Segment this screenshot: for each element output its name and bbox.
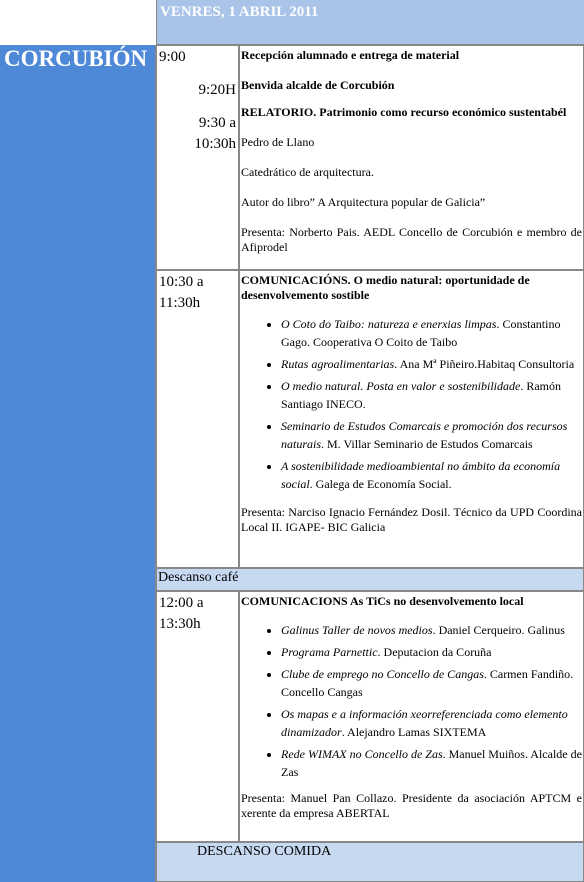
session1-speaker: Pedro de Llano (241, 135, 315, 149)
session1-role: Catedrático de arquitectura. (241, 165, 374, 179)
session1-presenter: Presenta: Norberto Pais. AEDL Concello de Corcubión e membro de Afiprodel (241, 225, 582, 254)
list-item: • Clube de emprego no Concello de Cangas. Carmen Fandiño. Concello Cangas (281, 665, 582, 701)
blank-corner-cell (0, 0, 156, 45)
session1-time-start: 9:00 (159, 49, 186, 65)
session3-time-b: 13:30h (159, 616, 201, 632)
session1-content-cell (239, 45, 584, 270)
list-item: • A sostenibilidade medioambiental no ámbito da economía social. Galega de Economía Social. (281, 457, 582, 493)
session3-list (241, 621, 582, 781)
session2-content-cell (239, 270, 584, 568)
session2-time-b: 11:30h (159, 295, 201, 311)
session1-item-reception: Recepción alumnado e entrega de material (241, 48, 460, 62)
session2-time-cell (156, 270, 239, 568)
session1-time-mid: 9:20H (198, 82, 236, 98)
list-item: • Os mapas e a información xeorreferenciada como elemento dinamizador. Alejandro Lamas SIXTEMA (281, 705, 582, 741)
session3-content-cell (239, 591, 584, 842)
list-item: • O medio natural. Posta en valor e sostenibilidade. Ramón Santiago INECO. (281, 377, 582, 413)
session3-time-cell (156, 591, 239, 842)
list-item: • Programa Parnettic. Deputacion da Coruña (281, 643, 582, 661)
place-cell: CORCUBIÓN (0, 45, 156, 882)
session2-time-a: 10:30 a (159, 274, 204, 290)
date-header: VENRES, 1 ABRIL 2011 (156, 0, 584, 45)
list-item: • Seminario de Estudos Comarcais e promoción dos recursos naturais. M. Villar Seminario de Estudos Comarcais (281, 417, 582, 453)
list-item: • Rutas agroalimentarias. Ana Mª Piñeiro.Habitaq Consultoria (281, 355, 582, 373)
session2-title: COMUNICACIÓNS. O medio natural: oportunidade de desenvolvemento sostible (241, 273, 530, 302)
session1-time-end-a: 9:30 a (198, 115, 236, 131)
session1-time-cell (156, 45, 239, 270)
session1-item-lecture: RELATORIO. Patrimonio como recurso económico sustentabél (241, 105, 567, 119)
session3-title: COMUNICACIONS As TiCs no desenvolvemento local (241, 594, 524, 608)
coffee-break-row: Descanso café (156, 568, 584, 591)
list-item: • O Coto do Taibo: natureza e enerxias limpas. Constantino Gago. Cooperativa O Coito de Taibo (281, 315, 582, 351)
list-item: • Galinus Taller de novos medios. Daniel Cerqueiro. Galinus (281, 621, 582, 639)
session1-author: Autor do libro” A Arquitectura popular de Galicia” (241, 195, 486, 209)
session3-presenter: Presenta: Manuel Pan Collazo. Presidente da asociación APTCM e xerente da empresa ABERTAL (241, 791, 582, 820)
session2-list (241, 315, 582, 493)
session3-time-a: 12:00 a (159, 595, 204, 611)
session1-item-welcome: Benvida alcalde de Corcubión (241, 78, 395, 92)
session2-presenter: Presenta: Narciso Ignacio Fernández Dosil. Técnico da UPD Coordina Local II. IGAPE- BIC Galicia (241, 505, 582, 534)
lunch-break-row: DESCANSO COMIDA (156, 842, 584, 882)
list-item: • Rede WIMAX no Concello de Zas. Manuel Muiños. Alcalde de Zas (281, 745, 582, 781)
session1-time-end-b: 10:30h (194, 136, 236, 152)
